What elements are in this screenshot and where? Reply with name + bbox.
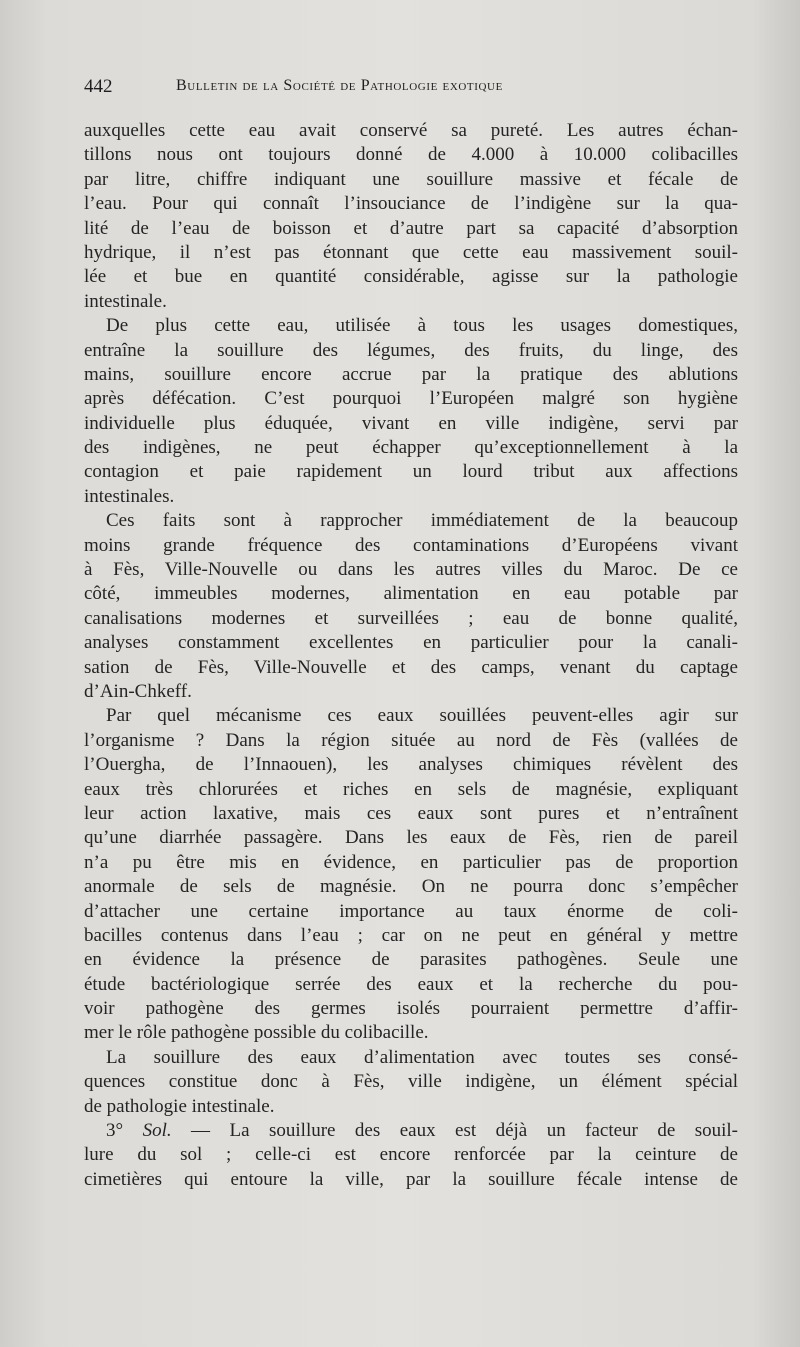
text-line: qu’une diarrhée passagère. Dans les eaux de Fès, rien de pareil: [84, 827, 738, 849]
text-line: auxquelles cette eau avait conservé sa pureté. Les autres échan-: [84, 120, 738, 141]
text-line: leur action laxative, mais ces eaux sont pures et n’entraînent: [84, 802, 738, 824]
text-line: d’Ain-Chkeff.: [84, 680, 192, 702]
text-line: Par quel mécanisme ces eaux souillées peuvent-elles agir sur: [106, 705, 738, 727]
text-line: moins grande fréquence des contaminations d’Européens vivant: [84, 534, 738, 556]
text-line: par litre, chiffre indiquant une souillure massive et fécale de: [84, 168, 738, 190]
text-line: d’attacher une certaine importance au taux énorme de coli-: [84, 900, 738, 922]
text-line: entraîne la souillure des légumes, des fruits, du linge, des: [84, 339, 738, 361]
text-line: eaux très chlorurées et riches en sels de magnésie, expliquant: [84, 778, 738, 800]
text-line: sation de Fès, Ville-Nouvelle et des camps, venant du captage: [84, 656, 738, 678]
page-header: [84, 76, 744, 102]
text-line: après défécation. C’est pourquoi l’Européen malgré son hygiène: [84, 388, 738, 410]
text-line: tillons nous ont toujours donné de 4.000 à 10.000 colibacilles: [84, 144, 738, 166]
paragraph-domestic-uses: [84, 314, 738, 509]
text-line: canalisations modernes et surveillées ; eau de bonne qualité,: [84, 607, 738, 629]
text-line: lure du sol ; celle-ci est encore renforcée par la ceinture de: [84, 1144, 738, 1166]
paragraph-conclusion: [84, 1046, 738, 1119]
text-line: mer le rôle pathogène possible du colibacille.: [84, 1022, 429, 1044]
section-heading-line: [84, 1119, 738, 1143]
text-line: des indigènes, ne peut échapper qu’exceptionnellement à la: [84, 437, 738, 459]
text-line: l’organisme ? Dans la région située au nord de Fès (vallées de: [84, 729, 738, 751]
section-sol: [84, 1119, 738, 1192]
section-number: 3°: [106, 1120, 124, 1142]
text-line: mains, souillure encore accrue par la pratique des ablutions: [84, 363, 738, 385]
text-line: lée et bue en quantité considérable, agisse sur la pathologie: [84, 266, 738, 288]
paragraph-mechanism: [84, 704, 738, 1045]
text-line: de pathologie intestinale.: [84, 1095, 275, 1117]
text-line: côté, immeubles modernes, alimentation en eau potable par: [84, 583, 738, 605]
text-line: voir pathogène des germes isolés pourraient permettre d’affir-: [84, 998, 738, 1020]
text-line: n’a pu être mis en évidence, en particulier pas de proportion: [84, 851, 738, 873]
text-line: lité de l’eau de boisson et d’autre part sa capacité d’absorption: [84, 217, 738, 239]
text-line: bacilles contenus dans l’eau ; car on ne peut en général y mettre: [84, 924, 738, 946]
text-line: en évidence la présence de parasites pathogènes. Seule une: [84, 949, 738, 971]
text-line: cimetières qui entoure la ville, par la souillure fécale intense de: [84, 1168, 738, 1190]
section-title: Sol.: [142, 1120, 172, 1142]
text-line: Ces faits sont à rapprocher immédiatement de la beaucoup: [106, 510, 738, 532]
text-line: intestinale.: [84, 290, 167, 312]
section-first-line-text: — La souillure des eaux est déjà un facteur de souil-: [191, 1120, 738, 1142]
text-line: La souillure des eaux d’alimentation avec toutes ses consé-: [106, 1046, 738, 1068]
text-line: anormale de sels de magnésie. On ne pourra donc s’empêcher: [84, 876, 738, 898]
body-text: [84, 119, 738, 1192]
text-line: intestinales.: [84, 485, 175, 507]
page-number: 442: [84, 76, 113, 97]
text-line: étude bactériologique serrée des eaux et la recherche du pou-: [84, 973, 738, 995]
text-line: l’Ouergha, de l’Innaouen), les analyses chimiques révèlent des: [84, 754, 738, 776]
text-line: analyses constamment excellentes en particulier pour la canali-: [84, 632, 738, 654]
text-line: individuelle plus éduquée, vivant en ville indigène, servi par: [84, 412, 738, 434]
text-line: contagion et paie rapidement un lourd tribut aux affections: [84, 461, 738, 483]
paragraph-european-comparison: [84, 509, 738, 704]
text-line: l’eau. Pour qui connaît l’insouciance de l’indigène sur la qua-: [84, 193, 738, 215]
text-line: quences constitue donc à Fès, ville indigène, un élément spécial: [84, 1071, 738, 1093]
text-line: hydrique, il n’est pas étonnant que cette eau massivement souil-: [84, 241, 738, 263]
running-title: Bulletin de la Société de Pathologie exotique: [176, 77, 503, 94]
text-line: De plus cette eau, utilisée à tous les usages domestiques,: [106, 315, 738, 337]
text-line: à Fès, Ville-Nouvelle ou dans les autres villes du Maroc. De ce: [84, 559, 738, 581]
paragraph-water-contamination: [84, 119, 738, 314]
